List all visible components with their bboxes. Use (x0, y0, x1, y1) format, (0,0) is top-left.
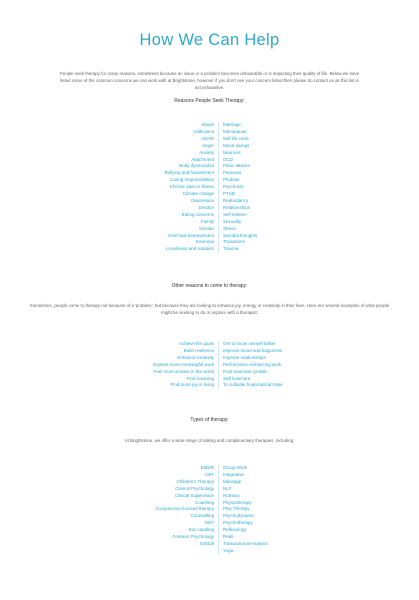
list-item: Anger (201, 142, 214, 148)
list-item: Gestalt (199, 540, 214, 546)
list-item: Chronic pain or illness (169, 184, 214, 190)
other-reasons-left-column (94, 341, 218, 389)
reasons-right-column (218, 122, 363, 253)
list-item: DBT (205, 520, 214, 526)
other-reasons-text: Sometimes, people come to therapy not because of a 'problem', but because they are looking to enhance joy, energy or creativity in their lives. Here are several examples of what people might be seeking to do or explore with a therapist: (29, 303, 390, 315)
list-item: Achieve life goals (178, 341, 214, 346)
list-item: NLP (223, 485, 232, 491)
list-item: Marriage (223, 122, 241, 127)
list-item: Divorce (198, 204, 214, 210)
types-right-column (218, 465, 363, 555)
list-item: Yoga (223, 547, 234, 553)
list-item: Gender (198, 225, 214, 231)
list-item: Paranoia (223, 170, 242, 176)
list-item: Counselling (190, 513, 214, 519)
reasons-list (94, 122, 348, 262)
list-item: Coaching (194, 499, 214, 505)
list-item: Reflexology (223, 527, 247, 533)
other-reasons-list (94, 341, 348, 401)
list-item: Psychotherapy (223, 520, 253, 526)
page-title: How We Can Help (139, 31, 280, 49)
list-item: Transitions (223, 239, 245, 245)
types-heading: Types of therapy: (190, 417, 229, 423)
types-list (94, 465, 348, 565)
list-item: Relationships (223, 204, 251, 210)
list-item: Eating concerns (181, 211, 214, 217)
list-item: Insomnia (195, 239, 214, 245)
list-item: Stress (223, 225, 236, 231)
list-item: PTSD (223, 191, 236, 197)
list-item: Suicidal thoughts (223, 232, 258, 238)
list-item: Physiotherapy (223, 499, 252, 505)
reasons-heading: Reasons People Seek Therapy: (174, 98, 245, 104)
list-item: Post-traumatic growth (223, 368, 267, 374)
list-item: Enhance creativity (177, 354, 214, 360)
list-item: OCD (223, 156, 233, 162)
list-item: Climate change (182, 191, 214, 197)
other-reasons-right-column (218, 341, 363, 389)
list-item: Body dysmorphia (179, 163, 214, 169)
list-item: Play Therapy (223, 506, 250, 512)
list-item: Loneliness and isolation (165, 246, 214, 252)
list-item: Mid life crisis (223, 135, 249, 141)
list-item: Children's Therapy (176, 478, 214, 484)
list-item: Improve mood and happiness (223, 347, 283, 353)
list-item: To cultivate hope/radical hope (223, 382, 283, 388)
list-item: Transactional Analysis (223, 540, 268, 546)
list-item: Family (200, 218, 214, 224)
list-item: Find meaning (186, 375, 214, 381)
types-text: At Brightstone, we offer a wide-range of talking and complimentary therapies, including: (124, 438, 295, 443)
list-item: Get to know oneself better (223, 341, 276, 346)
list-item: Menopause (223, 128, 247, 134)
list-item: Trauma (223, 246, 239, 252)
list-item: Addictions (193, 128, 214, 134)
list-item: ADHD (201, 135, 214, 141)
list-item: Massage (223, 478, 242, 484)
intro-paragraph: People seek therapy for many reasons, sometimes because an issue or a problem becomes unbearable or is impacting their quality of life. Below we have listed some of the common concerns we can work with at Brightstone, however if you don't see your concern listed then please do contact us as this list is not exhaustive. (59, 71, 360, 90)
list-item: Feel more at ease in the world (153, 368, 214, 374)
list-item: Sexuality (223, 218, 242, 224)
list-item: Nutrition (223, 492, 240, 498)
list-item: Group Work (223, 465, 248, 470)
list-item: Grief and bereavement (167, 232, 214, 238)
list-item: CBT (205, 471, 214, 477)
list-item: Integrative (223, 471, 245, 477)
list-item: Anxiety (199, 149, 214, 155)
list-item: Neurosis (223, 149, 241, 155)
list-item: Reiki (223, 534, 234, 540)
list-item: Redundancy (223, 197, 249, 203)
list-item: Compassion focused therapy (155, 506, 214, 512)
list-item: Self esteem (223, 211, 247, 217)
list-item: Build resilience (183, 347, 214, 353)
types-left-column (94, 465, 218, 548)
list-item: Depression (191, 197, 214, 203)
list-item: Clinical Supervision (174, 492, 214, 498)
list-item: Forensic Psychology (172, 534, 214, 540)
list-item: Explore more meaningful work (153, 361, 214, 367)
list-item: Panic attacks (223, 163, 250, 169)
list-item: Self love/care (223, 375, 251, 381)
list-item: Psychosis (223, 184, 244, 190)
list-item: EMDR (200, 465, 214, 470)
list-item: Performance enhancing work (223, 361, 282, 367)
list-item: Phobias (223, 177, 240, 183)
list-item: Abuse (201, 122, 214, 127)
list-item: Caring responsibilities (169, 177, 214, 183)
list-item: Clinical Psychology (175, 485, 214, 491)
list-item: Ear candling (188, 527, 214, 533)
other-reasons-heading: Other reasons to come to therapy: (171, 283, 248, 289)
list-item: Bullying and harassment (164, 170, 214, 176)
list-item: Mood swings (223, 142, 250, 148)
list-item: Find more joy in living (170, 382, 214, 388)
list-item: Improve relationships (223, 354, 266, 360)
list-item: Psychodynamic (223, 513, 255, 519)
reasons-left-column (94, 122, 218, 253)
list-item: Attachment (191, 156, 214, 162)
